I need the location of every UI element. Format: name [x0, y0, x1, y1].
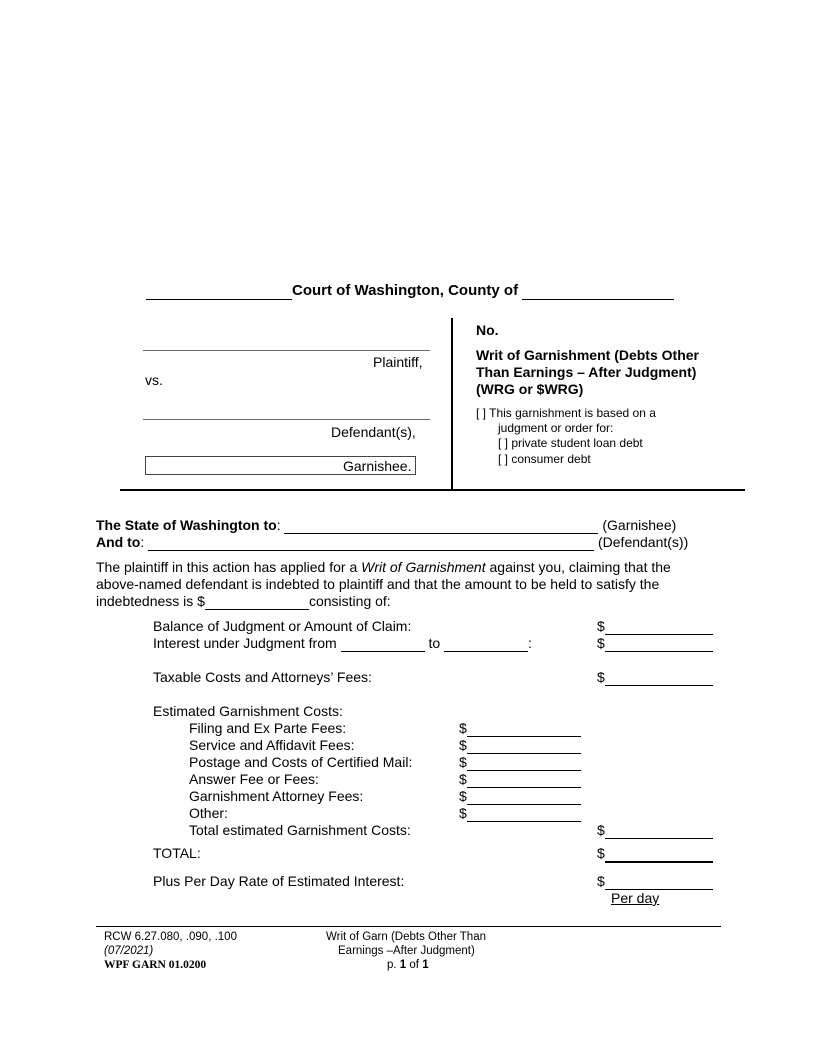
footer-rule	[96, 926, 721, 927]
total-amount-blank[interactable]	[205, 593, 309, 610]
interest-label	[153, 635, 532, 652]
checkbox-student-loan[interactable]: [ ] private student loan debt	[498, 436, 643, 450]
garnishee-suffix: (Garnishee)	[602, 517, 677, 533]
and-colon: :	[140, 534, 145, 550]
dollar-sign: $	[597, 873, 605, 889]
page-of: of	[406, 959, 423, 971]
defendant-label: Defendant(s),	[331, 424, 416, 440]
intro-text-3: indebtedness is $	[96, 593, 205, 609]
caption-horizontal-divider	[120, 489, 745, 491]
per-day-rate-label: Plus Per Day Rate of Estimated Interest:	[153, 873, 405, 889]
and-label: And to	[96, 534, 141, 550]
dollar-sign: $	[597, 845, 605, 861]
total-est-amount[interactable]	[597, 822, 713, 839]
intro-text-4: consisting of:	[308, 593, 391, 609]
per-day-label: Per day	[611, 890, 660, 906]
footer-title-line1: Writ of Garn (Debts Other Than	[326, 931, 486, 943]
footer-title-line2: Earnings –After Judgment)	[338, 945, 475, 957]
attorney-label: Garnishment Attorney Fees:	[189, 788, 364, 804]
footer-page	[387, 959, 429, 972]
page-number: 1	[399, 959, 407, 971]
court-title: Court of Washington, County of	[292, 282, 519, 299]
answer-amount[interactable]	[459, 771, 581, 788]
form-title-line2: Than Earnings – After Judgment)	[476, 364, 697, 380]
dollar-sign: $	[459, 771, 467, 787]
intro-text: The plaintiff in this action has applied for a	[96, 559, 362, 575]
service-amount[interactable]	[459, 737, 581, 754]
postage-label: Postage and Costs of Certified Mail:	[189, 754, 413, 770]
intro-italic: Writ of Garnishment	[361, 559, 486, 575]
checkbox-consumer-debt[interactable]: [ ] consumer debt	[498, 452, 591, 466]
postage-amount[interactable]	[459, 754, 581, 771]
page-prefix: p.	[387, 959, 400, 971]
intro-text-2: against you, claiming that the	[485, 559, 671, 575]
form-title-line1: Writ of Garnishment (Debts Other	[476, 347, 699, 363]
total-label: TOTAL:	[153, 845, 201, 861]
plaintiff-line[interactable]	[143, 350, 430, 351]
per-day-rate-amount[interactable]	[597, 873, 713, 890]
answer-label: Answer Fee or Fees:	[189, 771, 319, 787]
dollar-sign: $	[597, 669, 605, 685]
intro-line3	[96, 593, 391, 610]
interest-amount[interactable]	[597, 635, 713, 652]
dollar-sign: $	[459, 720, 467, 736]
court-name-blank[interactable]	[146, 282, 292, 300]
balance-amount[interactable]	[597, 618, 713, 635]
interest-to: to	[428, 635, 441, 651]
total-amount[interactable]	[597, 845, 713, 863]
taxable-amount[interactable]	[597, 669, 713, 686]
other-amount[interactable]	[459, 805, 581, 822]
checkbox-judgment-cont: judgment or order for:	[498, 421, 614, 435]
page-total: 1	[422, 959, 429, 971]
dollar-sign: $	[459, 788, 467, 804]
state-line	[96, 517, 676, 534]
defendant-suffix: (Defendant(s))	[598, 534, 689, 550]
service-label: Service and Affidavit Fees:	[189, 737, 355, 753]
taxable-label: Taxable Costs and Attorneys’ Fees:	[153, 669, 372, 685]
and-to-line	[96, 534, 688, 551]
state-colon: :	[276, 517, 281, 533]
garnishee-label: Garnishee.	[343, 458, 412, 474]
dollar-sign: $	[459, 754, 467, 770]
intro-line1	[96, 559, 671, 575]
footer-rcw: RCW 6.27.080, .090, .100	[104, 931, 237, 943]
est-costs-heading: Estimated Garnishment Costs:	[153, 703, 343, 719]
checkbox-judgment[interactable]: [ ] This garnishment is based on a	[476, 406, 656, 420]
dollar-sign: $	[597, 822, 605, 838]
dollar-sign: $	[597, 635, 605, 651]
filing-label: Filing and Ex Parte Fees:	[189, 720, 347, 736]
total-est-label: Total estimated Garnishment Costs:	[189, 822, 411, 838]
attorney-amount[interactable]	[459, 788, 581, 805]
interest-from-blank[interactable]	[341, 635, 425, 652]
case-no-label: No.	[476, 322, 499, 338]
interest-to-blank[interactable]	[444, 635, 528, 652]
dollar-sign: $	[459, 805, 467, 821]
vs-label: vs.	[145, 372, 163, 388]
other-label: Other:	[189, 805, 228, 821]
plaintiff-label: Plaintiff,	[373, 354, 423, 370]
defendant-name-blank[interactable]	[148, 534, 594, 551]
state-label: The State of Washington to	[96, 517, 277, 533]
form-title-line3: (WRG or $WRG)	[476, 381, 584, 397]
defendant-line[interactable]	[143, 419, 430, 420]
filing-amount[interactable]	[459, 720, 581, 737]
dollar-sign: $	[597, 618, 605, 634]
footer-date: (07/2021)	[104, 945, 154, 957]
caption-vertical-divider	[451, 318, 453, 490]
balance-label: Balance of Judgment or Amount of Claim:	[153, 618, 412, 634]
county-blank[interactable]	[522, 282, 674, 300]
garnishee-name-blank[interactable]	[284, 517, 598, 534]
dollar-sign: $	[459, 737, 467, 753]
interest-colon: :	[528, 635, 532, 651]
court-header	[146, 282, 674, 300]
footer-form-no: WPF GARN 01.0200	[104, 959, 207, 971]
interest-text: Interest under Judgment from	[153, 635, 337, 651]
intro-line2: above-named defendant is indebted to plaintiff and that the amount to be held to satisfy the	[96, 576, 660, 592]
